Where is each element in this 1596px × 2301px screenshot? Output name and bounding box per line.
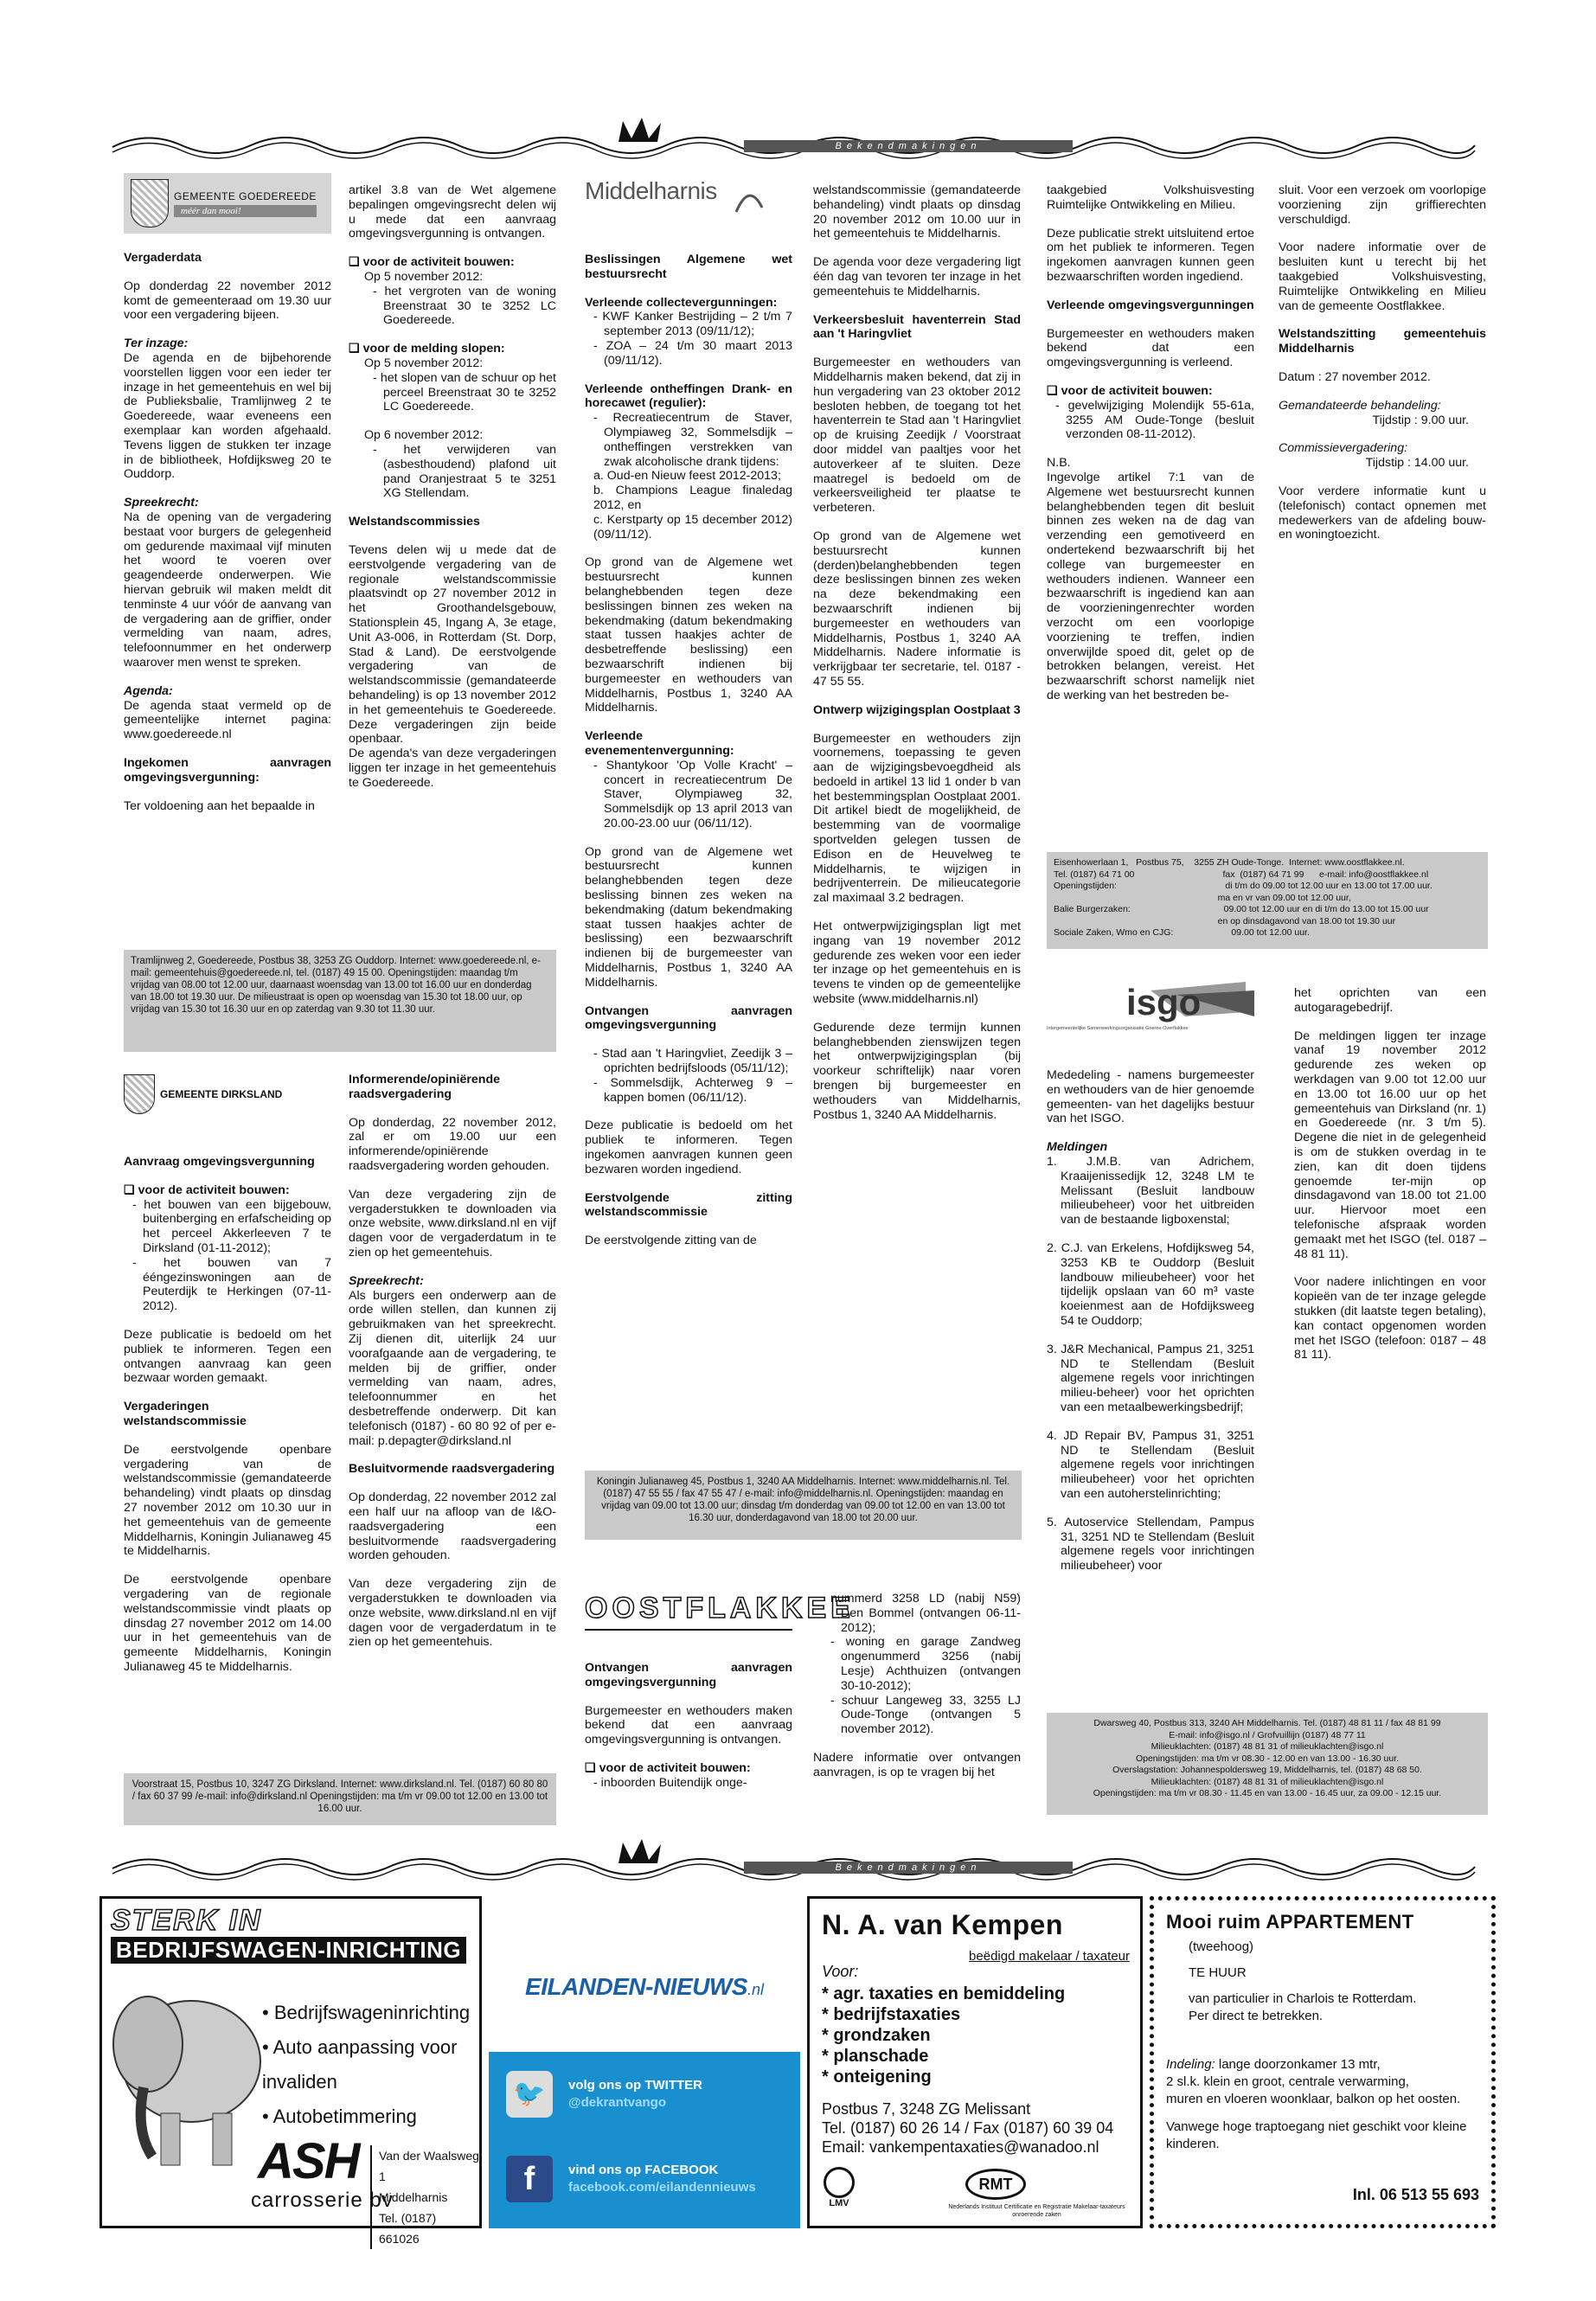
lmv-logo-text: LMV xyxy=(829,2198,849,2208)
goedereede-paragraph: De agenda staat vermeld op de gemeentelijke internet pagina: www.goedereede.nl xyxy=(124,698,331,742)
isgo-col1 xyxy=(1047,1068,1254,1587)
ad-kempen-contact xyxy=(822,2099,1113,2157)
isgo-col2 xyxy=(1279,986,1486,1376)
footer-band xyxy=(112,1834,1475,1886)
footer-line: Tel. (0187) 64 71 00 fax (0187) 64 71 99 e-mail: info@oostflakkee.nl xyxy=(1054,868,1429,880)
middelharnis-paragraph: Op grond van de Algemene wet bestuursrecht kunnen belanghebbenden tegen deze beslissing binnen zes weken na bekendmaking (datum bekendmaking staat tussen haakjes achter de beslissing) een bezwaarschrift indienen bij de burgemeester van Middelharnis, Postbus 1, 3240 AA Middelharnis. xyxy=(585,844,792,990)
list-item: - het bouwen van een bijgebouw, buitenberging en erfafscheiding op het perceel Akkerleeven 7 te Dirksland (01-11-2012); xyxy=(132,1197,331,1255)
goedereede-paragraph: Tevens delen wij u mede dat de eerstvolgende vergadering van de regionale welstandscommissie plaatsvindt op 27 november 2012 in het Groothandelsgebouw, Stationsplein 45, Ingang A, 3e etage, Unit A3-006, in Rotterdam (St. Dorp, Stad & Land). De eerstvolgende vergadering van de welstandscommissie (gemandateerde behandeling) is op 13 november 2012 in het gemeentehuis te Goedereede. Deze vergaderingen zijn beide openbaar. xyxy=(349,542,556,747)
dirksland-informerende-heading: Informerende/opiniërende raadsvergadering xyxy=(349,1073,501,1101)
oostflakkee-paragraph: taakgebied Volkshuisvesting Ruimtelijke Ontwikkeling en Milieu. xyxy=(1047,183,1254,212)
oostflakkee-bouwen-heading xyxy=(585,1761,792,1776)
isgo-paragraph: De meldingen liggen ter inzage vanaf 19 november 2012 gedurende zes weken op werkdagen van 9.00 tot 12.00 uur en 13.00 tot 16.00 uur op het gemeentehuis van Dirksland (nr. 1) en Goedereede (nr. 3 t/m 5). Degene die niet in de gelegenheid is om de stukken overdag in te zien, kan dit doen tijdens genoemde ter-mijn op dinsdagavond van 18.00 tot 21.00 uur. Hiervoor moet een telefonische afspraak worden gemaakt met het ISGO (tel. 0187 – 48 81 11). xyxy=(1294,1029,1486,1261)
footer-line: Dwarsweg 40, Postbus 313, 3240 AH Middelharnis. Tel. (0187) 48 81 11 / fax 48 81 99 xyxy=(1093,1718,1441,1728)
list-item-text: het vergroten van de woning Breenstraat 30 te 3252 LC Goedereede. xyxy=(383,284,556,328)
oostflakkee-col2 xyxy=(813,1592,1021,1794)
footer-line: ma en vr van 09.00 tot 12.00 uur, xyxy=(1054,892,1351,903)
middelharnis-verkeersbesluit-heading: Verkeersbesluit haventerrein Stad aan 't Haringvliet xyxy=(813,312,1021,342)
dirksland-logo-name: GEMEENTE DIRKSLAND xyxy=(160,1088,283,1100)
dirksland-footer: Voorstraat 15, Postbus 10, 3247 ZG Dirksland. Internet: www.dirksland.nl. Tel. (0187) 60 80 80 / fax 60 37 99 /e-mail: info@dirksland.nl Openingstijden: ma t/m vr 09.00 tot 12.00 en 13.00 tot 16.00 uur. xyxy=(124,1773,556,1825)
ad-ash-addr2: Middelharnis xyxy=(379,2190,448,2204)
ad-app-line: Vanwege hoge traptoegang niet geschikt voor kleine kinderen. xyxy=(1166,2119,1467,2151)
dirksland-besluitvormende-heading: Besluitvormende raadsvergadering xyxy=(349,1462,555,1477)
oostflakkee-paragraph: Voor nadere informatie over de besluiten kunt u terecht bij het taakgebied Volkshuisvesting, Ruimtelijke Ontwikkeling en Milieu van de gemeente Oostflakkee. xyxy=(1279,240,1486,313)
middelharnis-ontheffingen-heading: Verleende ontheffingen Drank- en horecawet (regulier): xyxy=(585,381,792,411)
isgo-logo-sub: Intergemeentelijke Samenwerkingsorganisatie Goeree-Overflakkee xyxy=(1047,1026,1189,1031)
goedereede-col2 xyxy=(349,183,556,804)
list-item: - Stad aan 't Haringvliet, Zeedijk 3 – oprichten bedrijfsloods (05/11/12); xyxy=(593,1047,792,1076)
goedereede-crest-icon xyxy=(131,179,169,228)
ad-twitter-line1: volg ons op TWITTER xyxy=(568,2078,702,2093)
oostflakkee-paragraph: Deze publicatie strekt uitsluitend ertoe om het publiek te informeren. Tegen ingekomen aanvragen kunnen geen bezwaarschriften worden ingediend. xyxy=(1047,226,1254,284)
ad-app-title: Mooi ruim APPARTEMENT xyxy=(1166,1911,1414,1932)
facebook-icon[interactable]: f xyxy=(506,2156,553,2202)
list-item: - het vergroten van de woning Breenstraat 30 te 3252 LC Goedereede. xyxy=(373,284,556,328)
list-item-text: Sommelsdijk, Achterweg 9 – kappen bomen (06/11/12). xyxy=(604,1075,792,1105)
oostflakkee-gemandateerd-heading: Gemandateerde behandeling: xyxy=(1279,398,1441,413)
footer-line: en op dinsdagavond van 18.00 tot 19.30 uur xyxy=(1054,915,1396,926)
ad-ash-title2: BEDRIJFSWAGEN-INRICHTING xyxy=(111,1937,466,1964)
footer-line: Eisenhowerlaan 1, Postbus 75, 3255 ZH Oude-Tonge. Internet: www.oostflakkee.nl. xyxy=(1054,857,1405,868)
oostflakkee-paragraph: Burgemeester en wethouders maken bekend dat een omgevingsvergunning is verleend. xyxy=(1047,326,1254,370)
oostflakkee-footer xyxy=(1047,852,1488,949)
dirksland-vergaderingen-heading: Vergaderingen welstandscommissie xyxy=(124,1400,247,1428)
middelharnis-beslissingen-heading: Beslissingen Algemene wet bestuursrecht xyxy=(585,253,792,281)
ad-twitter-line2[interactable]: @dekrantvango xyxy=(568,2095,666,2110)
ad-app-indeling xyxy=(1166,2056,1477,2153)
goedereede-slopen-date: Op 5 november 2012: xyxy=(364,356,484,370)
goedereede-logo xyxy=(124,173,331,234)
list-item: * onteigening xyxy=(822,2067,932,2086)
list-item-text: het bouwen van een bijgebouw, buitenberging en erfafscheiding op het perceel Akkerleeven 7 te Dirksland (01-11-2012); xyxy=(143,1197,331,1255)
goedereede-paragraph: Ter voldoening aan het bepaalde in xyxy=(124,798,315,813)
goedereede-bouwen-date: Op 5 november 2012: xyxy=(364,269,484,284)
dirksland-paragraph: Als burgers een onderwerp aan de orde willen stellen, dan kunnen zij gebruikmaken van het spreekrecht. Zij dienen dit, uiterlijk 24 uur voorafgaande aan de vergadering, te melden bij de griffier, onder vermelding van naam, adres, telefoonnummer en het desbetreffende onderwerp. Dit kan telefonisch (0187) - 60 80 92 of per e-mail: p.depagter@dirksland.nl xyxy=(349,1288,556,1448)
dirksland-bouwen-heading xyxy=(124,1183,331,1198)
middelharnis-ontwerp-heading: Ontwerp wijzigingsplan Oostplaat 3 xyxy=(813,702,1021,717)
list-item: * agr. taxaties en bemiddeling xyxy=(822,1984,1066,2003)
list-item: - het slopen van de schuur op het perceel Breenstraat 30 te 3252 LC Goedereede. xyxy=(373,370,556,414)
middelharnis-col2 xyxy=(813,183,1021,1136)
ad-ash-title1: STERK IN xyxy=(111,1904,262,1937)
middelharnis-zitting-heading: Eerstvolgende zitting welstandscommissie xyxy=(585,1190,792,1220)
checkbox-icon: ❑ xyxy=(349,255,363,270)
middelharnis-paragraph: Deze publicatie is bedoeld om het publiek te informeren. Tegen ingekomen aanvragen kunnen geen bezwaren worden ingediend. xyxy=(585,1118,792,1176)
list-item: - gevelwijziging Molendijk 55-61a, 3255 AM Oude-Tonge (besluit verzonden 08-11-2012). xyxy=(1055,398,1254,442)
isgo-paragraph: Mededeling - namens burgemeester en wethouders van de hier genoemde gemeenten- van het dagelijks bestuur van het ISGO. xyxy=(1047,1068,1254,1126)
band-label: Bekendmakingen xyxy=(744,1862,1073,1874)
ad-ash-logo: ASH xyxy=(258,2133,359,2189)
ad-ash-addr1: Van der Waalsweg 1 xyxy=(379,2149,479,2183)
lmv-logo xyxy=(822,2167,856,2210)
middelharnis-paragraph: Burgemeester en wethouders zijn voornemens, toepassing te geven aan de wijzigingsbevoegdheid als bedoeld in artikel 13 lid 1 onder b van het bestemmingsplan Oostplaat 2001. Dit artikel biedt de mogelijkheid, de bestemming van de voormalige sportvelden gelegen tussen de Edison en de Heuvelweg te Middelharnis, te wijzigen in bedrijventerrein. De milieucategorie zal maximaal 3.2 bedragen. xyxy=(813,731,1021,906)
oostflakkee-datum: Datum : 27 november 2012. xyxy=(1279,369,1431,384)
ad-facebook-line1: vind ons op FACEBOOK xyxy=(568,2163,719,2177)
list-item: - schuur Langeweg 33, 3255 LJ Oude-Tonge (ontvangen 5 november 2012). xyxy=(830,1693,1021,1737)
ad-kempen-voor: Voor: xyxy=(822,1963,859,1980)
list-item-text: het slopen van de schuur op het perceel Breenstraat 30 te 3252 LC Goedereede. xyxy=(380,370,556,414)
twitter-icon[interactable]: 🐦 xyxy=(506,2071,553,2118)
oostflakkee-aanvragen-heading: Ontvangen aanvragen omgevingsvergunning xyxy=(585,1661,792,1689)
list-item-text: Bedrijfswageninrichting xyxy=(273,2002,471,2023)
isgo-logo xyxy=(1047,977,1254,1038)
middelharnis-paragraph: Gedurende deze termijn kunnen belanghebbenden zienswijzen tegen het ontwerpwijzigingsplan (bij voorkeur schriftelijk) naar voren brengen bij burgemeester en wethouders van Middelharnis, Postbus 1, 3240 AA Middelharnis. xyxy=(813,1020,1021,1122)
middelharnis-aanvragen-heading: Ontvangen aanvragen omgevingsvergunning xyxy=(585,1003,792,1033)
ad-kempen-email: Email: vankempentaxaties@wanadoo.nl xyxy=(822,2138,1099,2156)
list-item: a. Oud-en Nieuw feest 2012-2013; xyxy=(593,469,781,484)
list-item-text: nummerd 3258 LD (nabij N59) Den Bommel (ontvangen 06-11-2012); xyxy=(830,1592,1021,1635)
list-item-text: Recreatiecentrum de Staver, Olympiaweg 32, Sommelsdijk – ontheffingen verstrekken van zwak alcoholische drank tijdens: xyxy=(604,411,792,469)
middelharnis-paragraph: Op grond van de Algemene wet bestuursrecht kunnen (derden)belanghebbenden tegen deze beslissingen binnen zes weken na deze bekendmaking een bezwaarschrift indienen bij burgemeester en wethouders van Middelharnis, Postbus 1, 3240 AA Middelharnis. Nadere informatie is verkrijgbaar ter secretarie, tel. 0187 - 47 55 55. xyxy=(813,529,1021,689)
ad-app-line: 2 sl.k. klein en groot, centrale verwarming, xyxy=(1166,2074,1409,2089)
oostflakkee-logo xyxy=(585,1592,855,1631)
wave-ornament-icon xyxy=(112,112,1475,164)
ad-ash-bullets xyxy=(262,1996,479,2134)
list-item: * planschade xyxy=(822,2047,929,2066)
ad-app-body xyxy=(1154,1939,1491,2025)
ad-app-line: Per direct te betrekken. xyxy=(1189,2009,1324,2023)
checkbox-icon: ❑ xyxy=(124,1183,138,1197)
dirksland-bouwen-label: voor de activiteit bouwen: xyxy=(138,1183,290,1197)
checkbox-icon: ❑ xyxy=(1047,383,1061,398)
list-item: 5. Autoservice Stellendam, Pampus 31, 3251 ND te Stellendam (Besluit algemene regels voor inrichtingen milieubeheer) voor xyxy=(1047,1515,1254,1574)
goedereede-paragraph: De agenda's van deze vergaderingen liggen ter inzage in het gemeentehuis te Goedereede. xyxy=(349,747,556,790)
dirksland-crest-icon xyxy=(124,1074,155,1114)
ad-kempen-name: N. A. van Kempen xyxy=(822,1909,1063,1940)
oostflakkee-commissie-heading: Commissievergadering: xyxy=(1279,441,1408,456)
ad-kempen-role: beëdigd makelaar / taxateur xyxy=(969,1949,1130,1964)
list-item: - Shantykoor 'Op Volle Kracht' – concert in recreatiecentrum De Staver, Olympiaweg 32, Sommelsdijk op 13 april 2013 van 20.00-23.00 uur (06/11/12). xyxy=(593,758,792,830)
goedereede-logo-tag: méér dan mooi! xyxy=(174,205,317,217)
list-item: 3. J&R Mechanical, Pampus 21, 3251 ND te Stellendam (Besluit algemene regels voor inrichtingen milieu-beheer) voor het oprichten van een metaalbewerkingsbedrijf; xyxy=(1047,1342,1254,1414)
oostflakkee-paragraph: Voor verdere informatie kunt u (telefonisch) contact opnemen met medewerkers van de afdeling bouw- en woningtoezicht. xyxy=(1279,484,1486,542)
dirksland-col1 xyxy=(124,1155,331,1689)
oostflakkee-paragraph: Nadere informatie over ontvangen aanvragen, is op te vragen bij het xyxy=(813,1750,1021,1779)
goedereede-bouwen-heading xyxy=(349,255,556,270)
footer-line: Openingstijden: ma t/m vr 08.30 - 11.45 en van 13.00 - 16.45 uur, za 09.00 - 12.15 uur. xyxy=(1093,1788,1442,1798)
oostflakkee-paragraph: Burgemeester en wethouders maken bekend dat een aanvraag omgevingsvergunning is ontvangen. xyxy=(585,1703,792,1747)
goedereede-slopen-label: voor de melding slopen: xyxy=(362,342,505,356)
header-band xyxy=(112,112,1475,164)
oostflakkee-paragraph: Ingevolge artikel 7:1 van de Algemene wet bestuursrecht kunnen belanghebbenden tegen dit besluit binnen zes weken na de dag van verzending een gemotiveerd en ondertekend bezwaarschrift bij het college van burgemeester en wethouders indienen. Wanneer een bezwaarschrift is ingediend kan aan de voorzieningenrechter worden verzocht om een voorlopige voorziening te treffen, indien onverwijlde spoed dit, gelet op de betrokken belangen, vereist. Het bezwaarschrift schorst namelijk niet de werking van het bestreden be- xyxy=(1047,470,1254,702)
footer-line: Sociale Zaken, Wmo en CJG: 09.00 tot 12.00 uur. xyxy=(1054,927,1310,938)
list-item: 1. J.M.B. van Adrichem, Kraaijenissedijk 12, 3248 LM te Melissant (Besluit landbouw milieubeheer) voor het uitbreiden van de bestaande ligboxenstal; xyxy=(1047,1154,1254,1227)
goedereede-paragraph: De agenda en de bijbehorende voorstellen liggen voor een ieder ter inzage in het gemeentehuis en wel bij de Publieksbalie, Tramlijnweg 2 te Goedereede, waar eveneens een exemplaar kan worden afgehaald. Tevens liggen de stukken ter inzage in de bibliotheek, Hofdijksweg 20 te Ouddorp. xyxy=(124,350,331,482)
dirksland-paragraph: De eerstvolgende openbare vergadering van de regionale welstandscommissie vindt plaats op dinsdag 27 november 2012 om 14.00 uur in het gemeentehuis van de gemeente Middelharnis, Koningin Julianaweg 45 te Middelharnis. xyxy=(124,1573,331,1674)
dirksland-logo xyxy=(124,1073,331,1116)
list-item-text: Autobetimmering xyxy=(272,2106,417,2127)
list-item: 2. C.J. van Erkelens, Hofdijksweg 54, 3253 KB te Ouddorp (Besluit landbouw milieubeheer) voor het tijdelijk opslaan van 60 m³ vaste koeienmest aan de Hofdijksweeg 54 te Ouddorp; xyxy=(1047,1240,1254,1328)
goedereede-paragraph: Na de opening van de vergadering bestaat voor burgers de gelegenheid om gedurende maximaal vijf minuten het woord te voeren over geagendeerde onderwerpen. Wie hiervan gebruik wil maken meldt dit tenminste 4 uur vóór de aanvang van de vergadering aan de griffier, onder vermelding van naam, adres, telefoonnummer en het onderwerp waarover men wenst te spreken. xyxy=(124,510,331,670)
dirksland-paragraph: Van deze vergadering zijn de vergaderstukken te downloaden via onze website, www.dirksland.nl en vijf dagen voor de vergaderdatum in te zien op het gemeentehuis. xyxy=(349,1577,556,1650)
oostflakkee-commissie-tijd: Tijdstip : 14.00 uur. xyxy=(1365,456,1469,471)
list-item: - het bouwen van 7 ééngezinswoningen aan de Peuterdijk te Herkingen (07-11-2012). xyxy=(132,1255,331,1314)
footer-line: Openingstijden: ma t/m vr 08.30 - 12.00 en van 13.00 - 16.30 uur. xyxy=(1135,1753,1400,1764)
goedereede-paragraph: Op donderdag 22 november 2012 komt de gemeenteraad om 19.30 uur voor een vergadering bijeen. xyxy=(124,279,331,323)
middelharnis-col1 xyxy=(585,253,792,1262)
goedereede-slopen-date: Op 6 november 2012: xyxy=(364,428,484,443)
dirksland-spreekrecht-heading: Spreekrecht: xyxy=(349,1273,424,1288)
lmv-logo-icon xyxy=(824,2167,855,2198)
footer-line: Overslagstation: Johannespoldersweg 19, Middelharnis, tel. (0187) 48 68 50. xyxy=(1112,1765,1422,1775)
list-item: c. Kerstparty op 15 december 2012) (09/11/12). xyxy=(593,512,792,542)
dirksland-paragraph: Van deze vergadering zijn de vergaderstukken te downloaden via onze website, www.dirksland.nl en vijf dagen voor de vergaderdatum in te zien op het gemeentehuis. xyxy=(349,1187,556,1259)
goedereede-welstand-heading: Welstandscommissies xyxy=(349,515,480,529)
oostflakkee-bouwen-label: voor de activiteit bouwen: xyxy=(599,1760,751,1775)
isgo-logo-text: isgo xyxy=(1126,982,1202,1022)
dirksland-aanvraag-heading: Aanvraag omgevingsvergunning xyxy=(124,1155,315,1169)
ad-app-indeling-h: Indeling: xyxy=(1166,2057,1215,2072)
goedereede-footer: Tramlijnweg 2, Goedereede, Postbus 38, 3253 ZG Ouddorp. Internet: www.goedereede.nl, e-mail: gemeentehuis@goedereede.nl, tel. (0187) 49 15 00. Openingstijden: maandag t/m vrijdag van 08.00 tot 12.00 uur, daarnaast woensdag van 13.00 tot 16.00 uur en donderdag van 18.00 tot 19.30 uur. De milieustraat is open op woensdag van 15.30 tot 18.00 uur, op vrijdag van 15.30 tot 16.30 uur en op zaterdag van 9.30 tot 11.30 uur. xyxy=(124,950,556,1052)
list-item-text: het bouwen van 7 ééngezinswoningen aan de Peuterdijk te Herkingen (07-11-2012). xyxy=(143,1255,331,1314)
isgo-paragraph: Voor nadere inlichtingen en voor kopieën van de ter inzage gelegde stukken (dit laatste tegen betaling), kan contact opgenomen worden met het ISGO (telefoon: 0187 – 48 81 11). xyxy=(1294,1275,1486,1362)
middelharnis-evenementen-heading: Verleende evenementenvergunning: xyxy=(585,729,734,758)
list-item: * bedrijfstaxaties xyxy=(822,2005,961,2024)
ad-kempen-items xyxy=(822,1984,1065,2087)
rmt-logo: RMT xyxy=(965,2169,1026,2200)
footer-line: E-mail: info@isgo.nl / Grofvuillijn (0187) 48 77 11 xyxy=(1169,1729,1366,1740)
goedereede-col1 xyxy=(124,251,331,827)
list-item-text: Stad aan 't Haringvliet, Zeedijk 3 – oprichten bedrijfsloods (05/11/12); xyxy=(601,1047,792,1076)
ad-appartement xyxy=(1150,1896,1496,2228)
rmt-logo-sub: Nederlands Instituut Certificatie en Registratie Makelaar-taxateurs onroerende zaken xyxy=(948,2204,1125,2218)
goedereede-bouwen-label: voor de activiteit bouwen: xyxy=(362,255,515,270)
middelharnis-paragraph: Het ontwerpwijzigingsplan ligt met ingang van 19 november 2012 gedurende zes weken voor een ieder ter inzage op het gemeentehuis en is tevens te vinden op de gemeentelijke website (www.middelharnis.nl) xyxy=(813,920,1021,1007)
list-item-text: KWF Kanker Bestrijding – 2 t/m 7 september 2013 (09/11/12); xyxy=(602,310,792,339)
list-item-text: gevelwijziging Molendijk 55-61a, 3255 AM Oude-Tonge (besluit verzonden 08-11-2012). xyxy=(1066,398,1254,442)
isgo-footer xyxy=(1047,1713,1488,1815)
dirksland-paragraph: De eerstvolgende openbare vergadering van de welstandscommissie (gemandateerde behandeling) vindt plaats op dinsdag 27 november 2012 om 10.30 uur in het gemeentehuis van de gemeente Middelharnis, Koningin Julianaweg 45 te Middelharnis. xyxy=(124,1442,331,1559)
ad-ash-tel: Tel. (0187) 661026 xyxy=(379,2211,437,2246)
middelharnis-paragraph: De eerstvolgende zitting van de xyxy=(585,1234,757,1248)
ad-ash-address xyxy=(370,2145,479,2249)
ad-app-line: (tweehoog) xyxy=(1189,1939,1254,1954)
goedereede-aanvragen-heading: Ingekomen aanvragen omgevingsvergunning: xyxy=(124,755,331,785)
ad-eilanden-title xyxy=(489,1957,800,2017)
middelharnis-logo-text: Middelharnis xyxy=(585,177,717,204)
list-item: 4. JD Repair BV, Pampus 31, 3251 ND te Stellendam (Besluit algemene regels voor inrichtingen milieubeheer) voor het oprichten van een autoherstelinrichting; xyxy=(1047,1428,1254,1501)
list-item: - woning en garage Zandweg ongenummerd 3256 (nabij Lesje) Achthuizen (ontvangen 30-10-2012); xyxy=(830,1635,1022,1693)
ad-eilanden-title-text: EILANDEN-NIEUWS xyxy=(525,1973,747,2000)
middelharnis-logo xyxy=(585,177,792,238)
ad-ash xyxy=(99,1896,482,2246)
list-item: • Auto aanpassing voor invaliden xyxy=(262,2036,458,2093)
list-item: b. Champions League finaledag 2012, en xyxy=(593,484,792,512)
ad-app-line: lange doorzonkamer 13 mtr, xyxy=(1215,2057,1381,2072)
oostflakkee-logo-text: OOSTFLAKKEE xyxy=(585,1592,855,1625)
ad-app-line: TE HUUR xyxy=(1189,1965,1247,1980)
oostflakkee-bouwen-label: voor de activiteit bouwen: xyxy=(1061,383,1213,398)
goedereede-vergaderdata-heading: Vergaderdata xyxy=(124,251,202,265)
ad-app-tel: Inl. 06 513 55 693 xyxy=(1352,2186,1479,2203)
list-item-text: ZOA – 24 t/m 30 maart 2013 (09/11/12). xyxy=(604,338,792,368)
oostflakkee-col4 xyxy=(1279,183,1486,556)
wave-ornament-icon xyxy=(112,1834,1475,1886)
oostflakkee-gemandateerd-tijd: Tijdstip : 9.00 uur. xyxy=(1372,413,1469,427)
middelharnis-footer: Koningin Julianaweg 45, Postbus 1, 3240 AA Middelharnis. Internet: www.middelharnis.nl. Tel. (0187) 47 55 55 / fax 47 55 47 / e-mail: info@middelharnis.nl. Openingstijden: maandag en vrijdag van 09.00 tot 13.00 uur; dinsdag t/m donderdag van 09.00 tot 12.00 en van 13.00 tot 16.30 uur, donderdagavond van 18.00 tot 20.00 uur. xyxy=(585,1471,1022,1540)
ad-app-line: van particulier in Charlois te Rotterdam. xyxy=(1189,1991,1417,2006)
list-item: - ZOA – 24 t/m 30 maart 2013 (09/11/12). xyxy=(593,338,792,368)
oostflakkee-bouwen-heading xyxy=(1047,384,1254,399)
middelharnis-paragraph: Op grond van de Algemene wet bestuursrecht kunnen belanghebbenden tegen deze beslissingen binnen zes weken na bekendmaking (datum bekendmaking staat tussen haakjes achter de desbetreffende beslissing) een bezwaarschrift indienen bij burgemeester en wethouders van Middelharnis, Postbus 1, 3240 AA Middelharnis. xyxy=(585,555,792,715)
isgo-meldingen-heading: Meldingen xyxy=(1047,1140,1108,1155)
goedereede-paragraph: artikel 3.8 van de Wet algemene bepalingen omgevingsrecht delen wij u mede dat een aanvraag omgevingsvergunning is ontvangen. xyxy=(349,183,556,241)
ad-kempen-address: Postbus 7, 3248 ZG Melissant xyxy=(822,2100,1031,2118)
ad-facebook-line2[interactable]: facebook.com/eilandennieuws xyxy=(568,2180,756,2195)
middelharnis-collecte-heading: Verleende collectevergunningen: xyxy=(585,295,778,310)
footer-line: Milieuklachten: (0187) 48 81 31 of milieuklachten@isgo.nl xyxy=(1151,1776,1384,1787)
oostflakkee-col3 xyxy=(1047,183,1254,717)
list-item-text: Auto aanpassing voor invaliden xyxy=(262,2036,458,2093)
elephant-icon xyxy=(109,1975,282,2174)
dirksland-paragraph: Op donderdag, 22 november 2012 zal een half uur na afloop van de I&O-raadsvergadering een besluitvormende raadsvergadering worden gehouden. xyxy=(349,1490,556,1563)
goedereede-logo-name: GEMEENTE GOEDEREEDE xyxy=(174,189,317,202)
goedereede-spreekrecht-heading: Spreekrecht: xyxy=(124,496,199,510)
dirksland-paragraph: Deze publicatie is bedoeld om het publiek te informeren. Tegen een ontvangen aanvraag kan geen bezwaar worden gemaakt. xyxy=(124,1327,331,1386)
checkbox-icon: ❑ xyxy=(585,1760,599,1775)
ad-kempen-tel: Tel. (0187) 60 26 14 / Fax (0187) 60 39 04 xyxy=(822,2119,1114,2137)
list-item-text: Shantykoor 'Op Volle Kracht' – concert in recreatiecentrum De Staver, Olympiaweg 32, Sommelsdijk op 13 april 2013 van 20.00-23.00 uur (06/11/12). xyxy=(604,758,792,830)
list-item: - KWF Kanker Bestrijding – 2 t/m 7 september 2013 (09/11/12); xyxy=(593,310,792,339)
list-item: - Recreatiecentrum de Staver, Olympiaweg 32, Sommelsdijk – ontheffingen verstrekken van zwak alcoholische drank tijdens: xyxy=(593,411,792,469)
goedereede-ter-inzage-heading: Ter inzage: xyxy=(124,336,189,351)
list-item-text: het verwijderen van (asbesthoudend) plafond uit pand Oranjestraat 5 te 3251 XG Stellendam. xyxy=(383,442,556,501)
checkbox-icon: ❑ xyxy=(349,342,363,356)
ad-app-line: muren en vloeren woonklaar, balkon op het oosten. xyxy=(1166,2092,1461,2106)
dirksland-paragraph: Op donderdag, 22 november 2012, zal er om 19.00 uur een informerende/opiniërende raadsvergadering worden gehouden. xyxy=(349,1115,556,1173)
list-item xyxy=(822,1592,1021,1635)
middelharnis-swoosh-icon xyxy=(732,182,766,216)
list-item: - inboorden Buitendijk onge- xyxy=(593,1775,747,1790)
list-item: • Bedrijfswageninrichting xyxy=(262,2002,471,2023)
footer-line: Openingstijden: di t/m do 09.00 tot 12.00 uur en 13.00 tot 17.00 uur. xyxy=(1054,881,1433,891)
oostflakkee-paragraph: sluit. Voor een verzoek om voorlopige voorziening zijn griffierechten verschuldigd. xyxy=(1279,183,1486,227)
dirksland-col2 xyxy=(349,1073,556,1663)
middelharnis-paragraph: welstandscommissie (gemandateerde behandeling) vindt plaats op dinsdag 20 november 2012 om 10.00 uur in het gemeentehuis te Middelharnis. xyxy=(813,183,1021,241)
oostflakkee-col1 xyxy=(585,1661,792,1804)
list-item: - het verwijderen van (asbesthoudend) plafond uit pand Oranjestraat 5 te 3251 XG Stellendam. xyxy=(373,442,556,501)
list-item-text: schuur Langeweg 33, 3255 LJ Oude-Tonge (ontvangen 5 november 2012). xyxy=(841,1693,1021,1737)
oostflakkee-verleende-heading: Verleende omgevingsvergunningen xyxy=(1047,298,1254,312)
oostflakkee-nb: N.B. xyxy=(1047,456,1071,471)
ad-eilanden-title-suffix: .nl xyxy=(747,1981,764,1998)
oostflakkee-welstand-heading: Welstandszitting gemeentehuis Middelharnis xyxy=(1279,327,1486,356)
footer-line: Balie Burgerzaken: 09.00 tot 12.00 uur en di t/m do 13.00 tot 15.00 uur xyxy=(1054,904,1429,914)
isgo-paragraph: het oprichten van een autogaragebedrijf. xyxy=(1294,986,1486,1015)
ad-eilanden-nieuws xyxy=(489,1896,800,2228)
ad-ash-logo-sub: carrosserie bv xyxy=(251,2189,394,2212)
list-item: • Autobetimmering xyxy=(262,2106,417,2127)
list-item: * grondzaken xyxy=(822,2026,931,2045)
goedereede-agenda-heading: Agenda: xyxy=(124,683,173,698)
footer-line: Milieuklachten: (0187) 48 81 31 of milieuklachten@isgo.nl xyxy=(1151,1741,1384,1752)
ad-van-kempen xyxy=(807,1896,1143,2228)
list-item-text: woning en garage Zandweg ongenummerd 3256 (nabij Lesje) Achthuizen (ontvangen 30-10-2012); xyxy=(841,1635,1022,1693)
list-item-text: inboorden Buitendijk onge- xyxy=(600,1775,747,1790)
ad-eilanden-panel xyxy=(489,2052,800,2228)
middelharnis-paragraph: De agenda voor deze vergadering ligt één dag van tevoren ter inzage in het gemeentehuis te Middelharnis. xyxy=(813,255,1021,298)
middelharnis-paragraph: Burgemeester en wethouders van Middelharnis maken bekend, dat zij in hun vergadering van 23 oktober 2012 besloten hebben, de toegang tot het haventerrein te Stad aan 't Haringvliet op de kruising Zeedijk / Voorstraat door middel van paaltjes voor het autoverkeer af te sluiten. Deze maatregel is bedoeld om de verkeersveiligheid ter plaatse te verbeteren. xyxy=(813,356,1021,516)
goedereede-slopen-heading xyxy=(349,342,556,356)
list-item: - Sommelsdijk, Achterweg 9 – kappen bomen (06/11/12). xyxy=(593,1075,792,1105)
band-label: Bekendmakingen xyxy=(744,140,1073,152)
